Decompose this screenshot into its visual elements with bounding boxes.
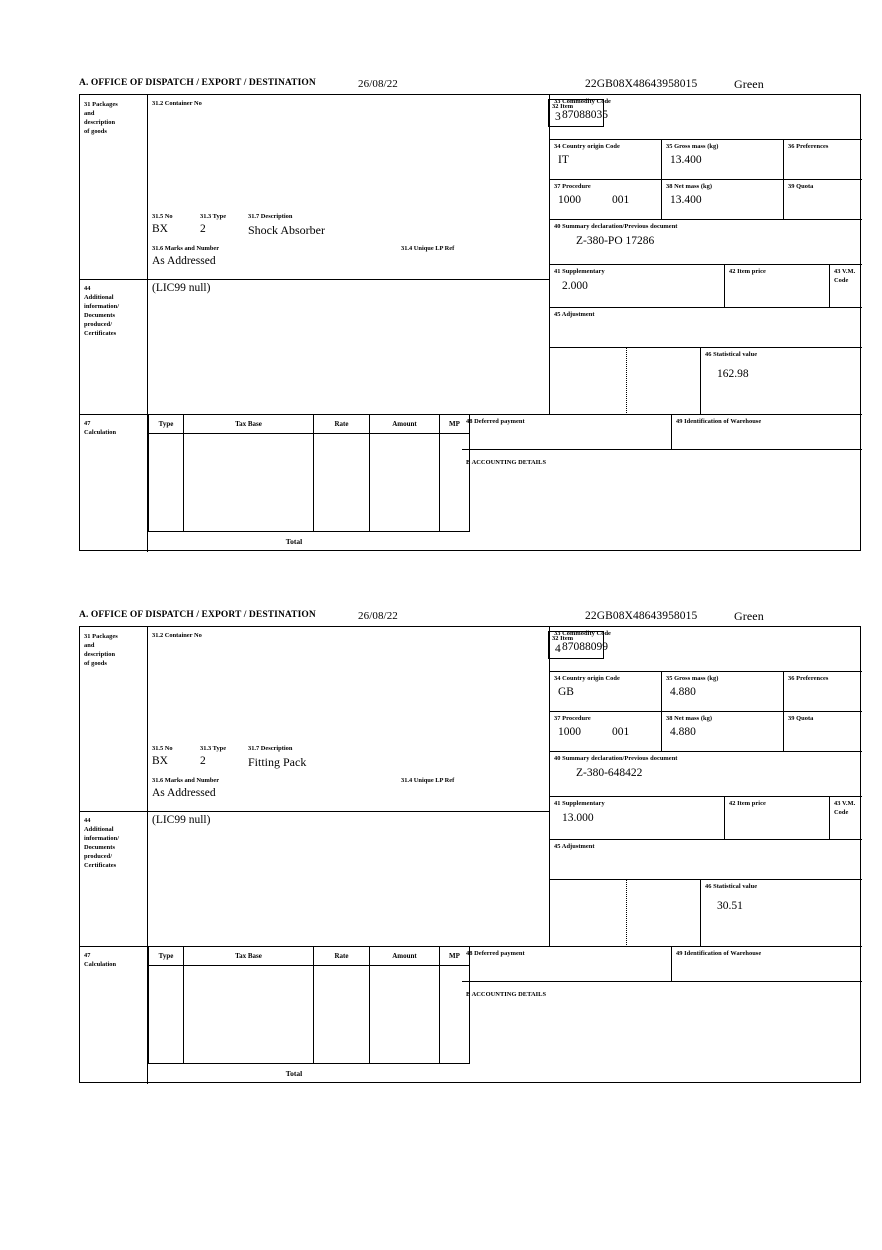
box-44-label-line3: information/ xyxy=(84,835,120,842)
box-43-vm-code-cell xyxy=(830,265,862,308)
declaration-form xyxy=(79,94,861,551)
copy-colour: Green xyxy=(734,609,764,623)
calc-total-label: Total xyxy=(285,537,303,546)
box-42-item-price-cell xyxy=(725,265,830,308)
box-41-label: 41 Supplementary xyxy=(554,800,605,807)
office-of-dispatch-label: A. OFFICE OF DISPATCH / EXPORT / DESTINATION xyxy=(79,610,316,620)
box-38-label: 38 Net mass (kg) xyxy=(666,715,713,722)
box-44-label-line6: Certificates xyxy=(84,862,117,869)
box-41-label: 41 Supplementary xyxy=(554,268,605,275)
box-31-label-line4: of goods xyxy=(84,660,107,667)
box-38-net-mass-value: 13.400 xyxy=(670,194,702,206)
calc-body-amount xyxy=(370,434,440,532)
box-46-region xyxy=(550,880,862,947)
box-36-preferences-value xyxy=(788,683,859,686)
box-44-label-line1: 44 xyxy=(84,817,91,824)
box-43-vm-code-cell xyxy=(830,797,862,840)
box-39-label: 39 Quota xyxy=(788,183,814,190)
box-47-label-line1: 47 xyxy=(84,952,91,959)
calc-body-rate xyxy=(314,434,370,532)
box-32-item-value: 3 xyxy=(555,111,561,123)
box-40-label: 40 Summary declaration/Previous document xyxy=(554,223,678,230)
box-37-procedure-cell xyxy=(550,712,662,752)
box-44-label-line6: Certificates xyxy=(84,330,117,337)
box-31-2-container-no-label: 31.2 Container No xyxy=(152,100,202,107)
box-31-label-line1: 31 Packages xyxy=(84,101,118,108)
box-31-7-description-label: 31.7 Description xyxy=(248,213,293,220)
calc-header-amount: Amount xyxy=(370,415,440,434)
box-44-label-line2: Additional xyxy=(84,294,114,301)
box-42-item-price-value xyxy=(729,808,826,812)
box-46-label: 46 Statistical value xyxy=(705,883,758,890)
box-35-label: 35 Gross mass (kg) xyxy=(666,675,719,682)
box-34-label: 34 Country origin Code xyxy=(554,143,620,150)
box-44-label-line1: 44 xyxy=(84,285,91,292)
box-31-label-line3: description xyxy=(84,651,116,658)
box-39-quota-value xyxy=(788,191,859,194)
box-37-procedure-value-2: 001 xyxy=(612,726,630,738)
calc-header-rate: Rate xyxy=(314,415,370,434)
box-45-adjustment-value xyxy=(554,851,859,855)
box-42-label: 42 Item price xyxy=(729,268,766,275)
calc-body-type xyxy=(148,434,184,532)
box-43-vm-code-value xyxy=(834,285,859,289)
box-32-item-value: 4 xyxy=(555,643,561,655)
box-43-label: 43 V.M. Code xyxy=(834,800,856,816)
box-34-label: 34 Country origin Code xyxy=(554,675,620,682)
box-49-label: 49 Identification of Warehouse xyxy=(676,418,762,425)
box-31-6-marks-value: As Addressed xyxy=(152,255,216,267)
customs-declaration-sheet-2 xyxy=(79,610,861,1083)
box-42-item-price-value xyxy=(729,276,826,280)
box-40-previous-document-value: Z-380-PO 17286 xyxy=(576,235,655,247)
box-44-label-line5: produced/ xyxy=(84,853,113,860)
box-31-5-no-label: 31.5 No xyxy=(152,745,173,752)
box-49-label: 49 Identification of Warehouse xyxy=(676,950,762,957)
declaration-date: 26/08/22 xyxy=(358,610,398,622)
box-31-3-type-value: 2 xyxy=(200,223,206,235)
calc-header-tax-base: Tax Base xyxy=(184,415,314,434)
box-31-label-line1: 31 Packages xyxy=(84,633,118,640)
box-46-statistical-value: 30.51 xyxy=(717,900,743,912)
box-31-6-marks-label: 31.6 Marks and Number xyxy=(152,777,220,784)
box-33-label: 33 Commodity Code xyxy=(554,98,611,105)
box-44-content-cell xyxy=(148,812,550,947)
box-40-label: 40 Summary declaration/Previous document xyxy=(554,755,678,762)
calc-header-mp: MP xyxy=(440,415,470,434)
box-44-label-line2: Additional xyxy=(84,826,114,833)
box-39-quota-cell xyxy=(784,712,862,752)
box-48-deferred-payment-cell xyxy=(462,415,672,450)
box-47-calculation-table xyxy=(148,947,462,1084)
calc-header-rate: Rate xyxy=(314,947,370,966)
box-b-accounting-details-cell xyxy=(462,982,862,1084)
box-36-preferences-cell xyxy=(784,672,862,712)
calc-body-rate xyxy=(314,966,370,1064)
box-44-label-line3: information/ xyxy=(84,303,120,310)
box-33-commodity-code-cell xyxy=(550,95,862,140)
box-31-3-type-label: 31.3 Type xyxy=(200,745,227,752)
box-47-label-line1: 47 xyxy=(84,420,91,427)
box-48-label: 48 Deferred payment xyxy=(466,950,525,957)
box-37-procedure-cell xyxy=(550,180,662,220)
box-49-warehouse-cell xyxy=(672,415,862,450)
box-31-2-container-no-label: 31.2 Container No xyxy=(152,632,202,639)
box-39-quota-cell xyxy=(784,180,862,220)
box-33-label: 33 Commodity Code xyxy=(554,630,611,637)
sheet-header xyxy=(79,610,861,626)
box-38-net-mass-cell xyxy=(662,180,784,220)
declaration-form xyxy=(79,626,861,1083)
box-36-preferences-value xyxy=(788,151,859,154)
box-41-supplementary-value: 13.000 xyxy=(562,812,594,824)
box-46-dotted-divider xyxy=(626,348,627,415)
box-31-label-cell xyxy=(80,627,148,812)
box-46-statistical-value-cell xyxy=(700,348,862,415)
box-48-label: 48 Deferred payment xyxy=(466,418,525,425)
box-49-warehouse-cell xyxy=(672,947,862,982)
calc-header-mp: MP xyxy=(440,947,470,966)
box-37-procedure-value-2: 001 xyxy=(612,194,630,206)
box-41-supplementary-value: 2.000 xyxy=(562,280,588,292)
box-37-label: 37 Procedure xyxy=(554,715,591,722)
box-44-content-cell xyxy=(148,280,550,415)
box-36-label: 36 Preferences xyxy=(788,675,829,682)
box-42-label: 42 Item price xyxy=(729,800,766,807)
calc-body-amount xyxy=(370,966,440,1064)
box-44-label-cell xyxy=(80,280,148,415)
box-31-label-line2: and xyxy=(84,642,95,649)
box-38-net-mass-cell xyxy=(662,712,784,752)
box-35-label: 35 Gross mass (kg) xyxy=(666,143,719,150)
box-b-label: B ACCOUNTING DETAILS xyxy=(466,459,547,466)
box-35-gross-mass-cell xyxy=(662,672,784,712)
box-34-country-origin-value: GB xyxy=(558,686,574,698)
box-44-label-line5: produced/ xyxy=(84,321,113,328)
box-31-5-no-label: 31.5 No xyxy=(152,213,173,220)
copy-colour: Green xyxy=(734,77,764,91)
box-b-accounting-details-cell xyxy=(462,450,862,552)
customs-declaration-sheet-1 xyxy=(79,78,861,551)
box-45-label: 45 Adjustment xyxy=(554,843,595,850)
box-31-4-unique-lp-ref-label: 31.4 Unique LP Ref xyxy=(401,245,455,252)
box-32-label: 32 Item xyxy=(552,103,574,110)
box-33-commodity-code-value: 87088035 xyxy=(562,109,608,121)
box-31-3-type-label: 31.3 Type xyxy=(200,213,227,220)
box-31-5-no-value: BX xyxy=(152,755,168,767)
declaration-date: 26/08/22 xyxy=(358,78,398,90)
box-44-additional-information: (LIC99 null) xyxy=(152,814,211,826)
calc-total-label: Total xyxy=(285,1069,303,1078)
movement-reference-number: 22GB08X48643958015 xyxy=(585,610,698,622)
box-45-adjustment-cell xyxy=(550,308,862,348)
box-35-gross-mass-value: 4.880 xyxy=(670,686,696,698)
box-38-label: 38 Net mass (kg) xyxy=(666,183,713,190)
box-47-calculation-table xyxy=(148,415,462,552)
box-39-label: 39 Quota xyxy=(788,715,814,722)
box-31-3-type-value: 2 xyxy=(200,755,206,767)
box-44-label-line4: Documents xyxy=(84,844,115,851)
box-32-label: 32 Item xyxy=(552,635,574,642)
box-48-deferred-payment-cell xyxy=(462,947,672,982)
box-43-label: 43 V.M. Code xyxy=(834,268,856,284)
box-34-country-origin-cell xyxy=(550,140,662,180)
box-31-7-description-value: Fitting Pack xyxy=(248,755,307,769)
box-46-dotted-divider xyxy=(626,880,627,947)
box-44-label-cell xyxy=(80,812,148,947)
box-44-additional-information: (LIC99 null) xyxy=(152,282,211,294)
box-31-label-line3: description xyxy=(84,119,116,126)
box-31-6-marks-value: As Addressed xyxy=(152,787,216,799)
calc-body-tax-base xyxy=(184,434,314,532)
box-47-label-line2: Calculation xyxy=(84,961,117,968)
box-34-country-origin-value: IT xyxy=(558,154,569,166)
movement-reference-number: 22GB08X48643958015 xyxy=(585,78,698,90)
box-46-region xyxy=(550,348,862,415)
box-45-adjustment-cell xyxy=(550,840,862,880)
box-40-previous-document-cell xyxy=(550,220,862,265)
box-41-supplementary-cell xyxy=(550,265,725,308)
calc-header-type: Type xyxy=(148,947,184,966)
box-41-supplementary-cell xyxy=(550,797,725,840)
box-31-4-unique-lp-ref-label: 31.4 Unique LP Ref xyxy=(401,777,455,784)
box-35-gross-mass-cell xyxy=(662,140,784,180)
box-47-label-line2: Calculation xyxy=(84,429,117,436)
box-44-label-line4: Documents xyxy=(84,312,115,319)
box-37-procedure-value-1: 1000 xyxy=(558,726,581,738)
calc-header-type: Type xyxy=(148,415,184,434)
sheet-header xyxy=(79,78,861,94)
box-31-7-description-label: 31.7 Description xyxy=(248,745,293,752)
box-31-label-line4: of goods xyxy=(84,128,107,135)
box-37-label: 37 Procedure xyxy=(554,183,591,190)
box-42-item-price-cell xyxy=(725,797,830,840)
calc-body-type xyxy=(148,966,184,1064)
box-43-vm-code-value xyxy=(834,817,859,821)
box-39-quota-value xyxy=(788,723,859,726)
box-40-previous-document-value: Z-380-648422 xyxy=(576,767,643,779)
box-40-previous-document-cell xyxy=(550,752,862,797)
box-37-procedure-value-1: 1000 xyxy=(558,194,581,206)
box-35-gross-mass-value: 13.400 xyxy=(670,154,702,166)
calc-header-tax-base: Tax Base xyxy=(184,947,314,966)
box-31-6-marks-label: 31.6 Marks and Number xyxy=(152,245,220,252)
box-46-statistical-value: 162.98 xyxy=(717,368,749,380)
calc-body-tax-base xyxy=(184,966,314,1064)
box-46-label: 46 Statistical value xyxy=(705,351,758,358)
box-31-7-description-value: Shock Absorber xyxy=(248,223,325,237)
box-b-label: B ACCOUNTING DETAILS xyxy=(466,991,547,998)
box-45-adjustment-value xyxy=(554,319,859,323)
box-34-country-origin-cell xyxy=(550,672,662,712)
box-45-label: 45 Adjustment xyxy=(554,311,595,318)
office-of-dispatch-label: A. OFFICE OF DISPATCH / EXPORT / DESTINATION xyxy=(79,78,316,88)
box-47-label-cell xyxy=(80,415,148,552)
box-36-label: 36 Preferences xyxy=(788,143,829,150)
box-46-statistical-value-cell xyxy=(700,880,862,947)
box-33-commodity-code-value: 87088099 xyxy=(562,641,608,653)
box-31-label-cell xyxy=(80,95,148,280)
box-33-commodity-code-cell xyxy=(550,627,862,672)
box-31-5-no-value: BX xyxy=(152,223,168,235)
box-38-net-mass-value: 4.880 xyxy=(670,726,696,738)
calc-header-amount: Amount xyxy=(370,947,440,966)
box-47-label-cell xyxy=(80,947,148,1084)
box-36-preferences-cell xyxy=(784,140,862,180)
box-31-label-line2: and xyxy=(84,110,95,117)
